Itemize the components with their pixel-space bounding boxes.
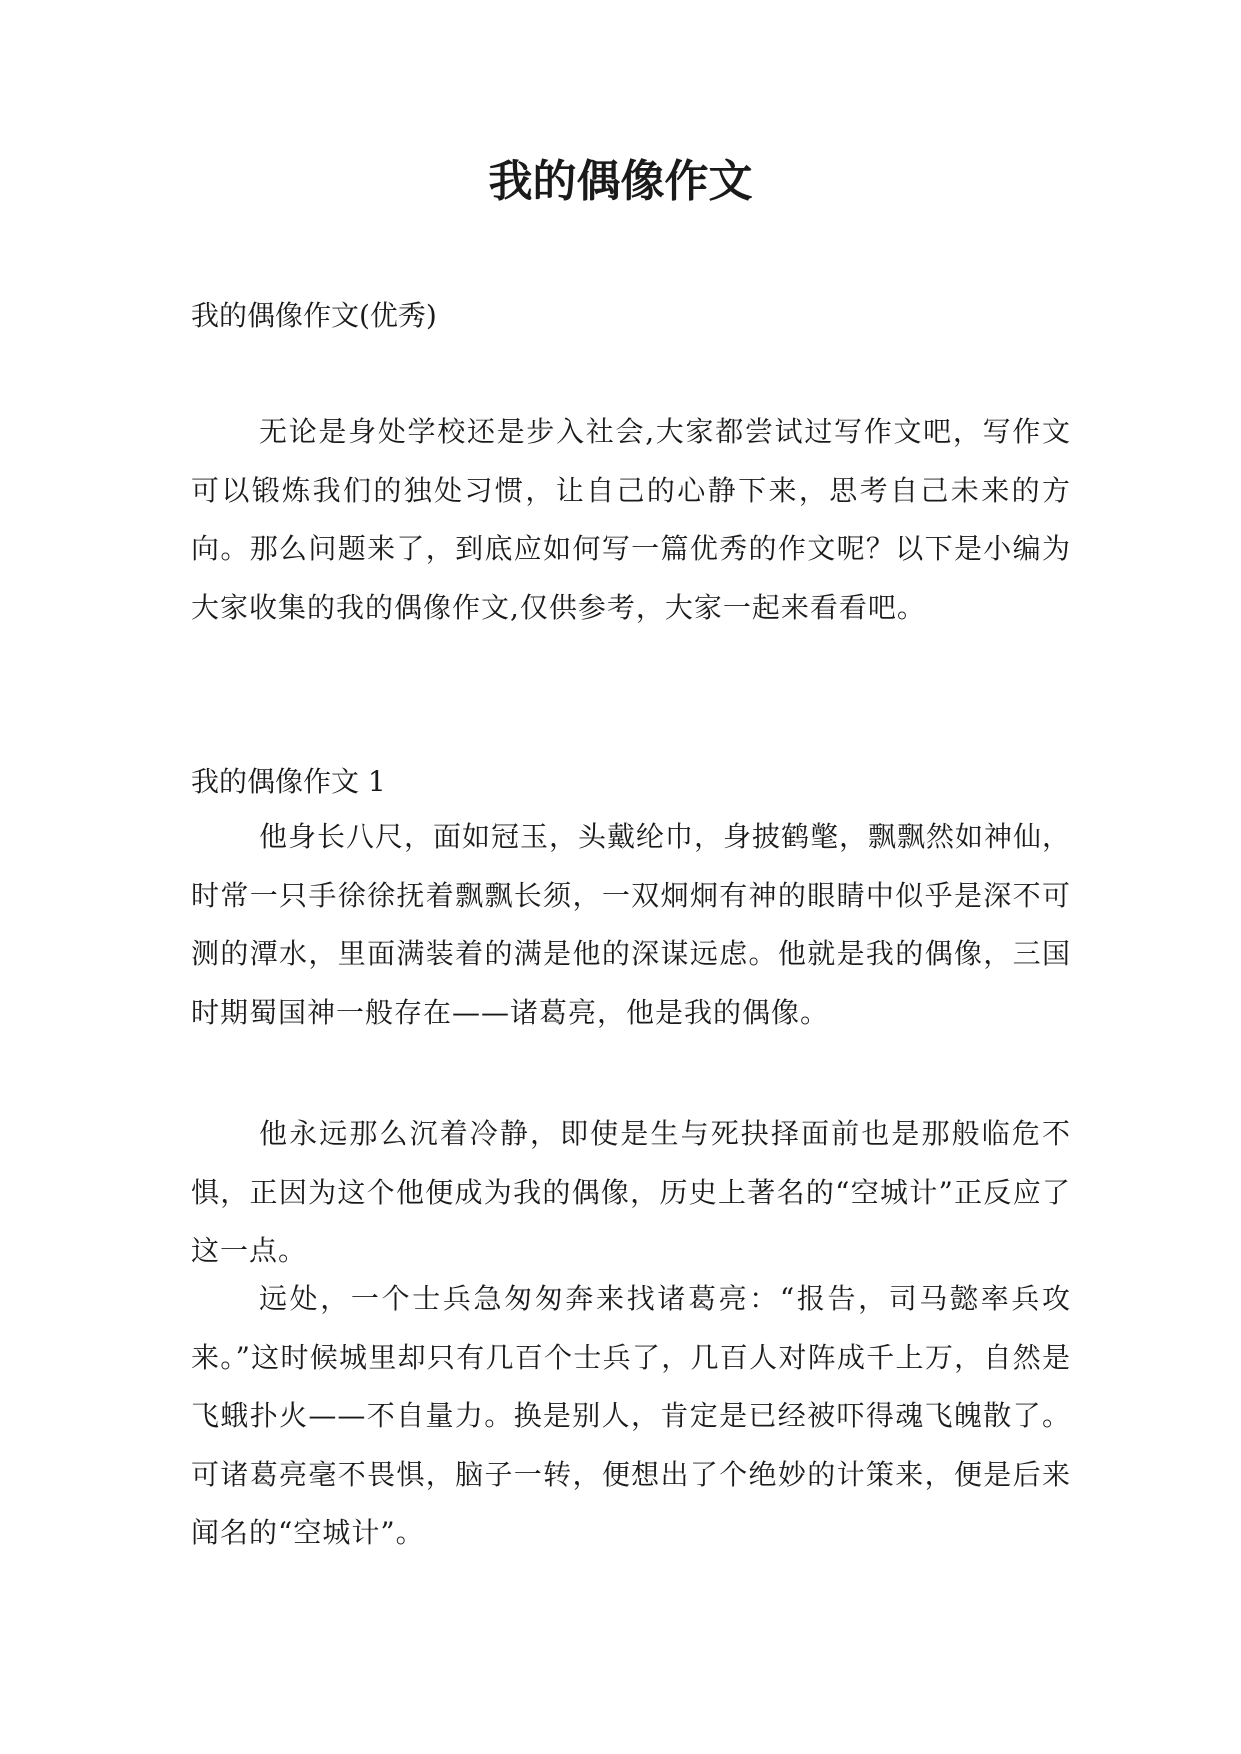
document-title: 我的偶像作文 (488, 156, 753, 207)
section-heading: 我的偶像作文 1 (191, 765, 386, 798)
intro-paragraph: 无论是身处学校还是步入社会,大家都尝试过写作文吧，写作文可以锻炼我们的独处习惯，让自己的心静下来，思考自己未来的方向。那么问题来了，到底应如何写一篇优秀的作文呢？以下是小编为大家收集的我的偶像作文,仅供参考，大家一起来看看吧。 (191, 415, 1071, 624)
essay-paragraph: 他身长八尺，面如冠玉，头戴纶巾，身披鹤氅，飘飘然如神仙，时常一只手徐徐抚着飘飘长须，一双炯炯有神的眼睛中似乎是深不可测的潭水，里面满装着的满是他的深谋远虑。他就是我的偶像，三国时期蜀国神一般存在——诸葛亮，他是我的偶像。 (191, 820, 1072, 1029)
essay-paragraph: 他永远那么沉着冷静，即使是生与死抉择面前也是那般临危不惧，正因为这个他便成为我的偶像，历史上著名的“空城计”正反应了这一点。 (191, 1117, 1071, 1267)
essay-paragraph: 远处，一个士兵急匆匆奔来找诸葛亮：“报告，司马懿率兵攻来。”这时候城里却只有几百个士兵了，几百人对阵成千上万，自然是飞蛾扑火——不自量力。换是别人，肯定是已经被吓得魂飞魄散了。可诸葛亮毫不畏惧，脑子一转，便想出了个绝妙的计策来，便是后来闻名的“空城计”。 (191, 1282, 1071, 1549)
document-subtitle: 我的偶像作文(优秀) (191, 299, 437, 332)
